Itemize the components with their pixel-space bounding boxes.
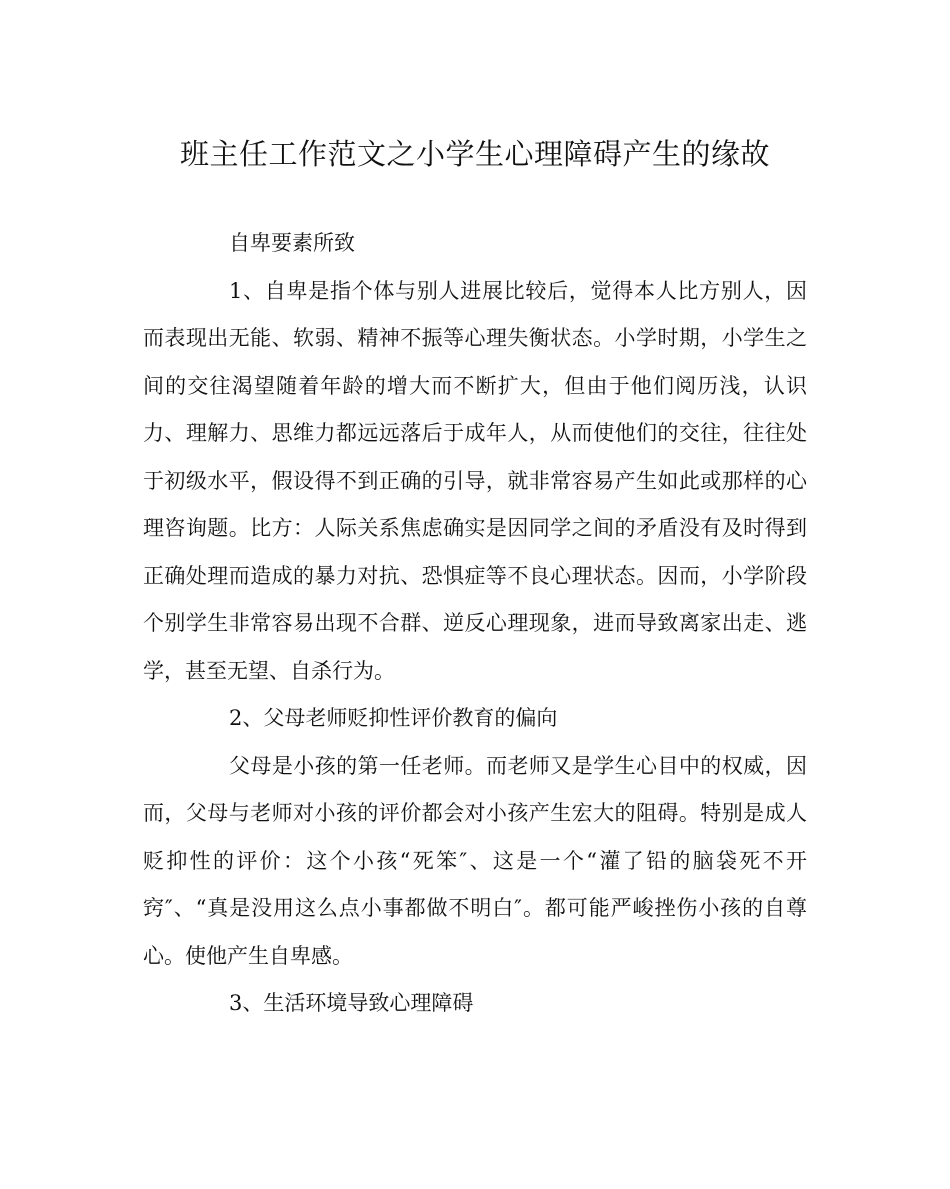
section-heading-parents-teachers: 2、父母老师贬抑性评价教育的偏向: [229, 706, 558, 730]
document-body: [143, 220, 807, 1028]
section-heading-living-environment: 3、生活环境导致心理障碍: [229, 991, 474, 1015]
paragraph-parents-teachers: 父母是小孩的第一任老师。而老师又是学生心目中的权威，因而，父母与老师对小孩的评价都会对小孩产生宏大的阻碍。特别是成人贬抑性的评价：这个小孩“死笨″、这是一个“灌了铅的脑袋死不开窍″、“真是没用这么点小事都做不明白″。都可能严峻挫伤小孩的自尊心。使他产生自卑感。: [143, 753, 807, 968]
paragraph-inferiority-definition: 1、自卑是指个体与别人进展比较后，觉得本人比方别人，因而表现出无能、软弱、精神不振等心理失衡状态。小学时期，小学生之间的交往渴望随着年龄的增大而不断扩大，但由于他们阅历浅，认识力、理解力、思维力都远远落后于成年人，从而使他们的交往，往往处于初级水平，假设得不到正确的引导，就非常容易产生如此或那样的心理咨询题。比方：人际关系焦虑确实是因同学之间的矛盾没有及时得到正确处理而造成的暴力对抗、恐惧症等不良心理状态。因而，小学阶段个别学生非常容易出现不合群、逆反心理现象，进而导致离家出走、逃学，甚至无望、自杀行为。: [143, 278, 807, 683]
document-title: 班主任工作范文之小学生心理障碍产生的缘故: [179, 137, 770, 171]
section-heading-inferiority: 自卑要素所致: [229, 231, 355, 255]
